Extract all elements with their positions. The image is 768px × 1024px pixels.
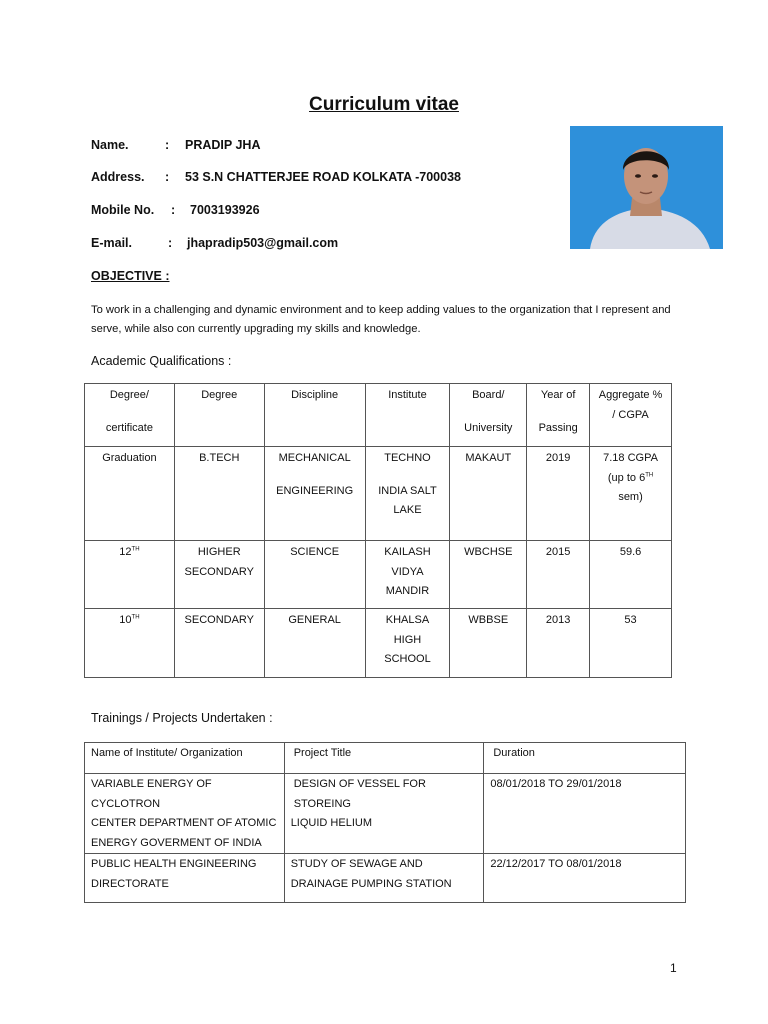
email-row (91, 236, 338, 250)
trainings-table (84, 742, 686, 903)
row1-level (85, 543, 174, 563)
header-cell (85, 743, 285, 774)
train1-project-line2: DRAINAGE PUMPING STATION (290, 877, 452, 890)
row1-degree-line2: SECONDARY (184, 565, 254, 578)
name-value: PRADIP JHA (185, 138, 261, 152)
train0-institute-line1: VARIABLE ENERGY OF CYCLOTRON (91, 778, 212, 810)
header-aggregate-line1: Aggregate % (598, 389, 663, 401)
row1-institute-line1: KAILASH (384, 546, 431, 558)
header-duration: Duration (493, 747, 535, 759)
row2-level-text: 10 (119, 614, 132, 626)
train1-project-line1: STUDY OF SEWAGE AND (290, 858, 423, 870)
name-colon: : (165, 138, 170, 152)
row0-degree: B.TECH (199, 452, 240, 464)
train0-duration: 08/01/2018 TO 29/01/2018 (490, 778, 622, 790)
row1-aggregate: 59.6 (619, 546, 642, 558)
header-year-line1: Year of (540, 389, 576, 401)
header-board-line2: University (464, 421, 513, 434)
cell-aggregate (590, 609, 672, 678)
header-aggregate-line2: / CGPA (612, 408, 649, 421)
page-title: Curriculum vitae (309, 94, 459, 115)
header-cell (174, 384, 264, 447)
cell-board (450, 541, 527, 609)
row0-institute-line1: TECHNO (384, 452, 431, 464)
row1-institute-line2: VIDYA (391, 565, 424, 578)
train0-project-line1: DESIGN OF VESSEL FOR STOREING (293, 778, 426, 810)
row0-level: Graduation (102, 452, 157, 464)
row1-institute-line3: MANDIR (385, 585, 430, 597)
row1-degree-line1: HIGHER (197, 546, 241, 558)
header-degree-cert-line1: Degree/ (109, 389, 149, 401)
mobile-colon: : (171, 203, 176, 217)
table-row (85, 774, 686, 854)
row2-degree: SECONDARY (184, 614, 254, 626)
row0-aggregate-line2-text: (up to 6 (607, 471, 646, 484)
header-cell (484, 743, 686, 774)
row0-aggregate-line2 (590, 469, 671, 489)
row2-aggregate: 53 (624, 614, 637, 626)
row0-discipline-line2: ENGINEERING (276, 484, 354, 497)
row0-institute-line2: INDIA SALT (378, 484, 437, 497)
cell-institute (365, 541, 450, 609)
cell-degree (174, 447, 264, 541)
email-label: E-mail. (91, 236, 132, 250)
name-label: Name. (91, 138, 129, 152)
header-cell (264, 384, 365, 447)
row0-aggregate-sup: TH (645, 471, 654, 478)
train0-project-line2: LIQUID HELIUM (290, 817, 372, 829)
table-row (85, 854, 686, 903)
cell-degree (174, 609, 264, 678)
header-project-title: Project Title (293, 747, 352, 759)
row2-level-sup: TH (131, 614, 140, 621)
row0-aggregate-line1: 7.18 CGPA (603, 452, 658, 464)
cell-year (527, 609, 590, 678)
row2-level (85, 611, 174, 631)
email-value: jhapradip503@gmail.com (187, 236, 339, 250)
row2-discipline: GENERAL (288, 614, 341, 626)
academic-table (84, 383, 672, 678)
header-degree: Degree (201, 389, 238, 401)
row1-year: 2015 (545, 546, 571, 558)
cell-institute (365, 609, 450, 678)
name-row (91, 138, 260, 152)
mobile-label: Mobile No. (91, 203, 155, 217)
cell-institute-org (85, 774, 285, 854)
cell-year (527, 541, 590, 609)
train1-duration: 22/12/2017 TO 08/01/2018 (490, 858, 622, 870)
header-cell (284, 743, 484, 774)
train1-institute-line2: DIRECTORATE (91, 877, 169, 890)
row0-institute-line3: LAKE (393, 504, 422, 516)
cell-board (450, 609, 527, 678)
objective-heading: OBJECTIVE : (91, 269, 170, 283)
row0-board: MAKAUT (465, 452, 512, 464)
cell-discipline (264, 541, 365, 609)
row0-aggregate-line3: sem) (618, 491, 643, 503)
email-colon: : (168, 236, 173, 250)
cell-duration (484, 854, 686, 903)
address-value: 53 S.N CHATTERJEE ROAD KOLKATA -700038 (185, 170, 461, 184)
mobile-value: 7003193926 (190, 203, 260, 217)
cell-discipline (264, 609, 365, 678)
profile-photo (570, 126, 723, 249)
row1-discipline: SCIENCE (290, 546, 340, 558)
table-row (85, 609, 672, 678)
table-header-row (85, 743, 686, 774)
cell-degree (174, 541, 264, 609)
row0-year: 2019 (545, 452, 571, 464)
cell-aggregate (590, 541, 672, 609)
header-cell (450, 384, 527, 447)
cell-level (85, 609, 175, 678)
row1-board: WBCHSE (464, 546, 513, 558)
table-header-row (85, 384, 672, 447)
cell-project-title (284, 774, 484, 854)
header-discipline: Discipline (291, 389, 339, 401)
table-row (85, 541, 672, 609)
header-degree-cert-line2: certificate (105, 421, 153, 434)
table-row (85, 447, 672, 541)
mobile-row (91, 203, 260, 217)
row2-institute-line1: KHALSA (385, 614, 430, 626)
cell-year (527, 447, 590, 541)
train1-institute-line1: PUBLIC HEALTH ENGINEERING (91, 858, 257, 870)
objective-text: To work in a challenging and dynamic environment and to keep adding values to the organization that I represent and serve, while also con currently upgrading my skills and knowledge. (91, 304, 671, 335)
address-row (91, 170, 461, 184)
cell-duration (484, 774, 686, 854)
header-year-line2: Passing (538, 421, 578, 434)
cell-level (85, 447, 175, 541)
row0-discipline-line1: MECHANICAL (278, 452, 351, 464)
cell-project-title (284, 854, 484, 903)
cell-discipline (264, 447, 365, 541)
row2-institute-line3: SCHOOL (384, 653, 431, 665)
header-institute: Institute (388, 389, 427, 401)
header-cell (590, 384, 672, 447)
cell-level (85, 541, 175, 609)
page-number: 1 (670, 961, 677, 975)
header-cell (85, 384, 175, 447)
cell-institute-org (85, 854, 285, 903)
header-cell (365, 384, 450, 447)
trainings-heading: Trainings / Projects Undertaken : (91, 711, 273, 725)
row2-year: 2013 (545, 614, 571, 626)
header-cell (527, 384, 590, 447)
row1-level-text: 12 (119, 546, 132, 558)
header-board-line1: Board/ (472, 389, 505, 401)
row2-institute-line2: HIGH (393, 633, 422, 646)
row1-level-sup: TH (131, 546, 140, 553)
person-silhouette-icon (570, 126, 723, 249)
row2-board: WBBSE (468, 614, 509, 626)
address-label: Address. (91, 170, 145, 184)
cell-aggregate (590, 447, 672, 541)
academic-heading: Academic Qualifications : (91, 354, 232, 368)
cell-board (450, 447, 527, 541)
address-colon: : (165, 170, 170, 184)
train0-institute-line3: ENERGY GOVERMENT OF INDIA (91, 836, 262, 849)
train0-institute-line2: CENTER DEPARTMENT OF ATOMIC (91, 817, 277, 829)
cell-institute (365, 447, 450, 541)
header-institute-org: Name of Institute/ Organization (91, 747, 243, 759)
